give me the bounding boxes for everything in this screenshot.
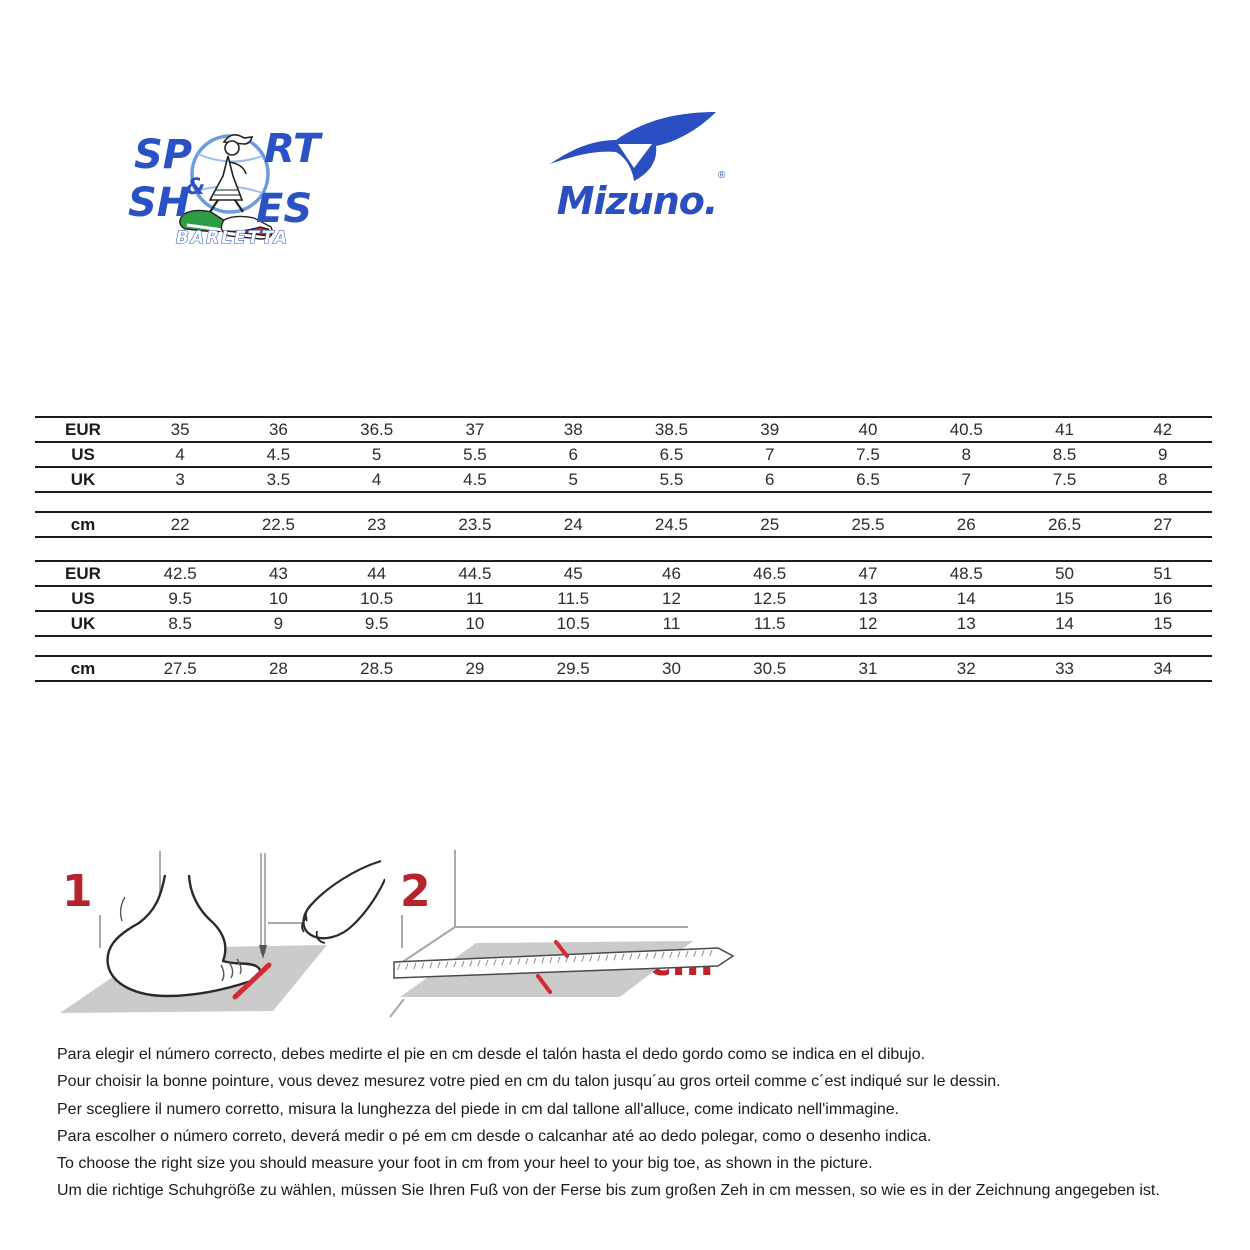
size-cell: 4.5 [266,445,291,464]
row-label: EUR [65,420,101,439]
size-cell: 13 [858,589,878,608]
size-cell: 36 [268,420,288,439]
size-cell: 29 [465,659,485,678]
size-cell: 4 [175,445,185,464]
size-cell: 46 [662,564,681,583]
size-cell: 4.5 [463,470,487,489]
instruction-it: Per scegliere il numero corretto, misura la lunghezza del piede in cm dal tallone all'alluce, come indicato nell'immagine. [57,1100,900,1118]
size-cell: 24 [563,515,583,534]
size-cell: 23.5 [458,515,492,534]
size-cell: 26 [956,515,976,534]
size-cell: 12 [858,614,878,633]
size-cell: 11.5 [753,614,786,633]
row-label: UK [70,614,96,633]
row-label: US [71,589,95,608]
size-row-US [35,443,1212,468]
size-row-cm [35,657,1212,682]
size-cell: 6.5 [659,445,684,464]
table-strip [35,560,1212,637]
instruction-pt: Para escolher o número correto, deverá medir o pé em cm desde o calcanhar até ao dedo polegar, como o desenho indica. [57,1127,932,1145]
store-logo-word2-right: ES [256,186,313,232]
size-cell: 10.5 [556,614,590,633]
size-cell: 50 [1055,564,1074,583]
size-cell: 9 [1158,445,1168,464]
size-cell: 48.5 [949,564,983,583]
size-cell: 3 [175,470,185,489]
size-row-EUR [35,418,1212,443]
size-cell: 8.5 [1052,445,1077,464]
size-cell: 46.5 [753,564,787,583]
row-label: US [71,445,95,464]
size-row-EUR [35,562,1212,587]
size-row-UK [35,468,1212,493]
size-cell: 27.5 [163,659,197,678]
size-cell: 4 [371,470,382,489]
store-logo-word1-left: SP [134,132,193,178]
size-cell: 40 [858,420,878,439]
row-label: UK [70,470,96,489]
size-row-US [35,587,1212,612]
size-cell: 5 [568,470,578,489]
size-cell: 12 [662,589,681,608]
table-strip [35,511,1212,538]
size-cell: 24.5 [654,515,688,534]
instruction-fr: Pour choisir la bonne pointure, vous devez mesurez votre pied en cm du talon jusqu´au gros orteil comme c´est indiqué sur le dessin. [57,1073,1001,1091]
row-label: cm [70,515,96,534]
row-label: cm [70,659,96,678]
size-cell: 42 [1153,420,1173,439]
size-cell: 8 [1158,470,1168,489]
size-cell: 7.5 [1052,470,1077,489]
size-cell: 14 [956,589,976,608]
size-table [35,416,1212,682]
size-cell: 41 [1055,420,1074,439]
size-cell: 38 [563,420,583,439]
size-cell: 8 [961,445,971,464]
size-cell: 45 [563,564,583,583]
size-cell: 32 [956,659,976,678]
size-cell: 29.5 [556,659,590,678]
size-cell: 6 [568,445,578,464]
size-cell: 8.5 [168,614,192,633]
size-cell: 25 [760,515,780,534]
size-cell: 9 [273,614,284,633]
step-2-number: 2 [400,866,431,917]
size-cell: 31 [858,659,878,678]
store-logo-graphic [128,112,333,247]
size-cell: 44.5 [458,564,492,583]
size-cell: 25.5 [851,515,885,534]
size-cell: 26.5 [1047,515,1082,534]
instruction-es: Para elegir el número correcto, debes medirte el pie en cm desde el talón hasta el dedo gordo como se indica en el dibujo. [57,1046,926,1063]
size-cell: 30.5 [753,659,787,678]
size-cell: 38.5 [654,420,688,439]
size-cell: 11.5 [557,589,590,608]
size-cell: 33 [1055,659,1074,678]
store-logo-word2-left: SH [128,180,191,226]
size-cell: 13 [956,614,976,633]
size-cell: 27 [1153,515,1173,534]
size-cell: 9.5 [168,589,192,608]
table-strip [35,655,1212,682]
size-cell: 28 [268,659,288,678]
size-cell: 28.5 [360,659,394,678]
hand-icon [302,861,385,943]
instructions [57,1041,1217,1205]
size-cell: 5 [371,445,382,464]
size-cell: 40.5 [949,420,983,439]
size-cell: 6 [764,470,775,489]
size-cell: 12.5 [753,589,787,608]
store-logo-city: BARLETTA [176,228,290,247]
size-cell: 15 [1055,589,1074,608]
size-cell: 6.5 [856,470,880,489]
mizuno-logo [540,106,765,226]
foot-measure-illustration [55,845,385,1040]
size-cell: 3.5 [266,470,291,489]
store-logo [128,112,333,247]
size-cell: 47 [858,564,878,583]
size-cell: 43 [268,564,288,583]
size-cell: 39 [760,420,780,439]
size-cell: 11 [662,614,681,633]
size-row-cm [35,513,1212,538]
size-cell: 5.5 [463,445,487,464]
size-cell: 10 [268,589,288,608]
size-cell: 30 [662,659,681,678]
instruction-en: To choose the right size you should measure your foot in cm from your heel to your big toe, as shown in the picture. [57,1155,873,1173]
table-strip [35,416,1212,493]
store-logo-ampersand: & [186,175,206,200]
size-cell: 36.5 [360,420,394,439]
size-cell: 9.5 [364,614,389,633]
runbird-icon [548,110,728,184]
size-cell: 42.5 [163,564,197,583]
size-cell: 35 [170,420,190,439]
size-cell: 34 [1153,659,1173,678]
instruction-de: Um die richtige Schuhgröße zu wählen, müssen Sie Ihren Fuß von der Ferse bis zum großen Zeh in cm messen, so wie es in der Zeichnung angegeben ist. [57,1182,1160,1200]
foot-outline [108,875,261,996]
size-cell: 10.5 [360,589,394,608]
ruler-measure-illustration [388,845,753,1040]
size-cell: 15 [1153,614,1173,633]
size-cell: 10 [465,614,485,633]
registered-mark: ® [718,170,726,181]
pencil-icon [261,853,265,953]
size-cell: 5.5 [659,470,684,489]
size-cell: 7 [764,445,775,464]
size-cell: 37 [465,420,485,439]
size-cell: 7.5 [856,445,880,464]
size-row-UK [35,612,1212,637]
size-cell: 23 [367,515,387,534]
size-cell: 44 [367,564,387,583]
size-cell: 11 [466,589,484,608]
size-cell: 7 [961,470,971,489]
store-logo-word1-right: RT [264,126,321,172]
size-cell: 16 [1153,589,1173,608]
mizuno-wordmark: Mizuno. [556,179,718,223]
row-label: EUR [65,564,101,583]
size-cell: 22.5 [261,515,295,534]
size-cell: 22 [170,515,190,534]
step-1-number: 1 [62,866,93,917]
size-cell: 14 [1055,614,1074,633]
size-cell: 51 [1153,564,1173,583]
